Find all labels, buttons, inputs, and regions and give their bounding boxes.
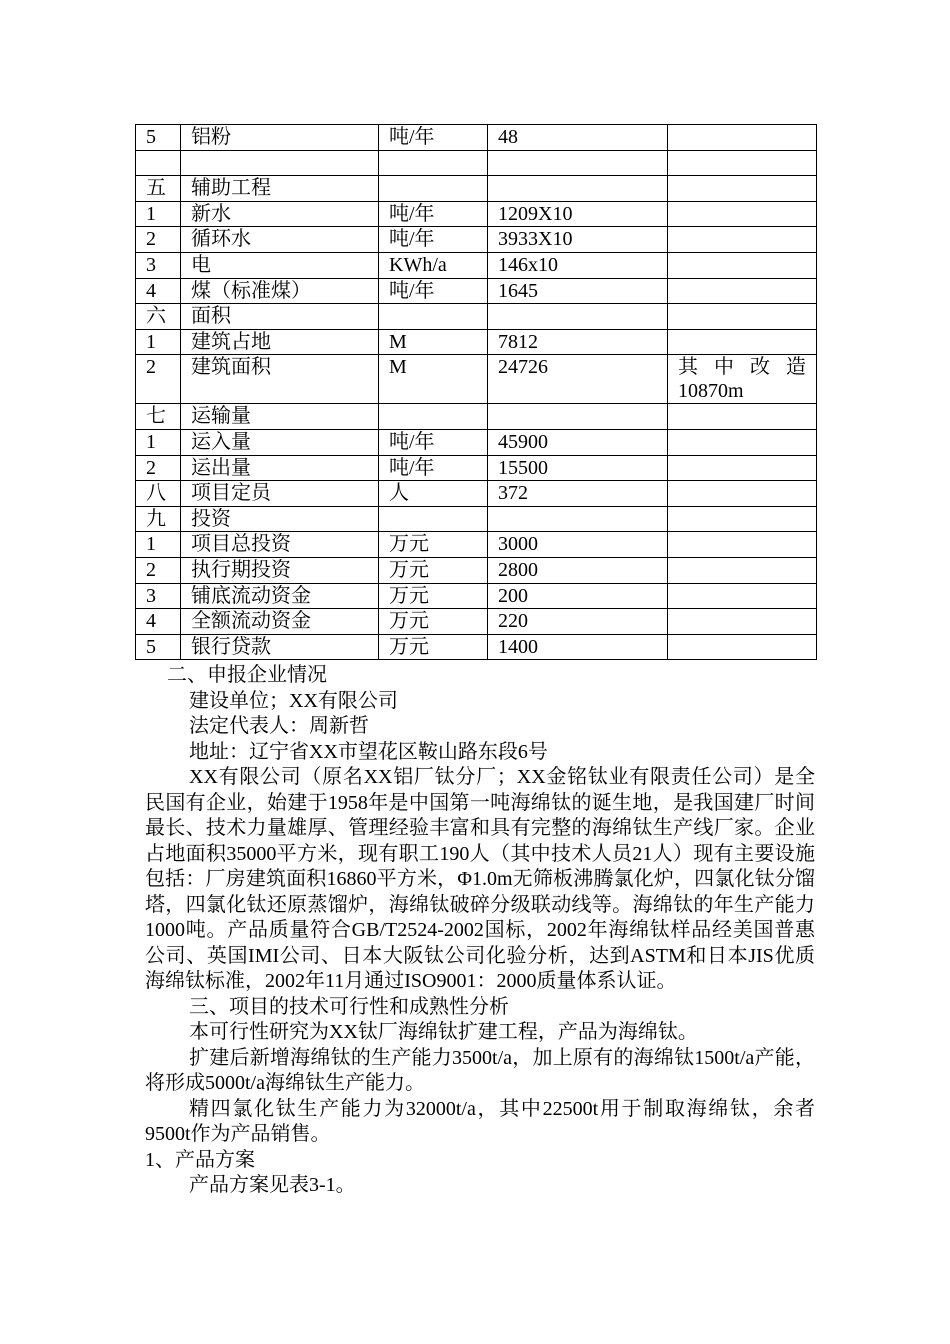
row-index-cell: 1 bbox=[136, 329, 181, 355]
note-cell bbox=[668, 201, 817, 227]
table-row bbox=[136, 125, 817, 151]
value-cell: 7812 bbox=[488, 329, 668, 355]
value-cell bbox=[488, 404, 668, 430]
table-row bbox=[136, 278, 817, 304]
row-index-cell: 六 bbox=[136, 304, 181, 330]
table-row bbox=[136, 355, 817, 404]
table-row bbox=[136, 429, 817, 455]
unit-cell: 吨/年 bbox=[379, 227, 488, 253]
row-index-cell: 5 bbox=[136, 634, 181, 660]
note-cell bbox=[668, 506, 817, 532]
value-cell: 146x10 bbox=[488, 252, 668, 278]
row-index-cell: 1 bbox=[136, 429, 181, 455]
value-cell: 48 bbox=[488, 125, 668, 151]
note-cell bbox=[668, 227, 817, 253]
note-cell bbox=[668, 329, 817, 355]
row-index-cell: 五 bbox=[136, 176, 181, 202]
note-cell bbox=[668, 429, 817, 455]
note-cell bbox=[668, 176, 817, 202]
value-cell: 220 bbox=[488, 609, 668, 635]
unit-cell: 万元 bbox=[379, 532, 488, 558]
table-row bbox=[136, 404, 817, 430]
unit-cell: 吨/年 bbox=[379, 455, 488, 481]
section-2-heading: 二、申报企业情况 bbox=[167, 664, 327, 686]
ticl4-paragraph: 精四氯化钛生产能力为32000t/a，其中22500t用于制取海绵钛，余者9500t作为产品销售。 bbox=[145, 1097, 815, 1145]
row-index-cell: 3 bbox=[136, 252, 181, 278]
row-index-cell: 九 bbox=[136, 506, 181, 532]
legal-representative: 法定代表人：周新哲 bbox=[189, 715, 369, 737]
item-name-cell: 新水 bbox=[181, 201, 379, 227]
note-cell bbox=[668, 252, 817, 278]
unit-cell: M bbox=[379, 329, 488, 355]
value-cell: 2800 bbox=[488, 557, 668, 583]
value-cell: 3933X10 bbox=[488, 227, 668, 253]
note-cell bbox=[668, 557, 817, 583]
table-row bbox=[136, 252, 817, 278]
item-name-cell: 电 bbox=[181, 252, 379, 278]
product-plan-text: 产品方案见表3-1。 bbox=[189, 1174, 356, 1196]
table-row bbox=[136, 304, 817, 330]
note-cell bbox=[668, 125, 817, 151]
unit-cell: 吨/年 bbox=[379, 201, 488, 227]
section-3-heading: 三、项目的技术可行性和成熟性分析 bbox=[189, 995, 509, 1018]
row-index-cell: 5 bbox=[136, 125, 181, 151]
value-cell: 1645 bbox=[488, 278, 668, 304]
note-cell bbox=[668, 355, 817, 404]
unit-cell bbox=[379, 176, 488, 202]
note-cell bbox=[668, 481, 817, 507]
unit-cell: 万元 bbox=[379, 557, 488, 583]
item-name-cell: 煤（标准煤） bbox=[181, 278, 379, 304]
item-name-cell: 全额流动资金 bbox=[181, 609, 379, 635]
value-cell: 3000 bbox=[488, 532, 668, 558]
table-row bbox=[136, 455, 817, 481]
item-name-cell: 银行贷款 bbox=[181, 634, 379, 660]
product-plan-heading: 1、产品方案 bbox=[145, 1148, 255, 1171]
unit-cell bbox=[379, 150, 488, 176]
company-address: 地址：辽宁省XX市望花区鞍山路东段6号 bbox=[189, 740, 548, 763]
table-row bbox=[136, 506, 817, 532]
value-cell bbox=[488, 506, 668, 532]
item-name-cell: 建筑占地 bbox=[181, 329, 379, 355]
project-data-table bbox=[135, 124, 817, 660]
item-name-cell: 建筑面积 bbox=[181, 355, 379, 404]
note-cell bbox=[668, 532, 817, 558]
row-index-cell: 2 bbox=[136, 455, 181, 481]
value-cell bbox=[488, 304, 668, 330]
table-body bbox=[136, 125, 817, 660]
item-name-cell bbox=[181, 150, 379, 176]
value-cell: 1400 bbox=[488, 634, 668, 660]
note-cell bbox=[668, 609, 817, 635]
note-cell bbox=[668, 583, 817, 609]
table-row bbox=[136, 329, 817, 355]
item-name-cell: 运输量 bbox=[181, 404, 379, 430]
table-row bbox=[136, 201, 817, 227]
table-row bbox=[136, 557, 817, 583]
unit-cell: 吨/年 bbox=[379, 429, 488, 455]
table-row bbox=[136, 609, 817, 635]
unit-cell: 人 bbox=[379, 481, 488, 507]
table-row bbox=[136, 532, 817, 558]
value-cell: 24726 bbox=[488, 355, 668, 404]
unit-cell: 万元 bbox=[379, 583, 488, 609]
construction-unit: 建设单位；XX有限公司 bbox=[189, 689, 398, 712]
value-cell: 45900 bbox=[488, 429, 668, 455]
row-index-cell: 2 bbox=[136, 355, 181, 404]
value-cell: 200 bbox=[488, 583, 668, 609]
note-cell bbox=[668, 404, 817, 430]
unit-cell: KWh/a bbox=[379, 252, 488, 278]
value-cell: 372 bbox=[488, 481, 668, 507]
item-name-cell: 铺底流动资金 bbox=[181, 583, 379, 609]
table-row bbox=[136, 634, 817, 660]
unit-cell bbox=[379, 404, 488, 430]
note-cell bbox=[668, 455, 817, 481]
row-index-cell: 1 bbox=[136, 201, 181, 227]
note-cell bbox=[668, 634, 817, 660]
unit-cell: 吨/年 bbox=[379, 125, 488, 151]
expansion-paragraph: 扩建后新增海绵钛的生产能力3500t/a，加上原有的海绵钛1500t/a产能，将形成5000t/a海绵钛生产能力。 bbox=[145, 1046, 815, 1094]
unit-cell: M bbox=[379, 355, 488, 404]
row-index-cell: 2 bbox=[136, 227, 181, 253]
row-index-cell: 1 bbox=[136, 532, 181, 558]
table-row bbox=[136, 227, 817, 253]
item-name-cell: 运入量 bbox=[181, 429, 379, 455]
unit-cell: 吨/年 bbox=[379, 278, 488, 304]
row-index-cell: 3 bbox=[136, 583, 181, 609]
feasibility-paragraph: 本可行性研究为XX钛厂海绵钛扩建工程，产品为海绵钛。 bbox=[189, 1021, 698, 1043]
note-cell bbox=[668, 304, 817, 330]
table-row bbox=[136, 150, 817, 176]
item-name-cell: 铝粉 bbox=[181, 125, 379, 151]
item-name-cell: 循环水 bbox=[181, 227, 379, 253]
company-description: XX有限公司（原名XX铝厂钛分厂；XX金铭钛业有限责任公司）是全民国有企业，始建于1958年是中国第一吨海绵钛的诞生地，是我国建厂时间最长、技术力量雄厚、管理经验丰富和具有完整的海绵钛生产线厂家。企业占地面积35000平方米，现有职工190人（其中技术人员21人）现有主要设施包括：厂房建筑面积16860平方米，Φ1.0m无筛板沸腾氯化炉，四氯化钛分馏塔，四氯化钛还原蒸馏炉，海绵钛破碎分级联动线等。海绵钛的年生产能力1000吨。产品质量符合GB/T2524-2002国标，2002年海绵钛样品经美国普惠公司、英国IMI公司、日本大阪钛公司化验分析，达到ASTM和日本JIS优质海绵钛标准，2002年11月通过ISO9001：2000质量体系认证。 bbox=[145, 766, 815, 992]
table-row bbox=[136, 583, 817, 609]
row-index-cell bbox=[136, 150, 181, 176]
value-cell: 15500 bbox=[488, 455, 668, 481]
item-name-cell: 投资 bbox=[181, 506, 379, 532]
item-name-cell: 辅助工程 bbox=[181, 176, 379, 202]
body-text bbox=[145, 663, 815, 1199]
unit-cell: 万元 bbox=[379, 609, 488, 635]
note-cell bbox=[668, 278, 817, 304]
table-row bbox=[136, 481, 817, 507]
table-row bbox=[136, 176, 817, 202]
row-index-cell: 4 bbox=[136, 609, 181, 635]
item-name-cell: 执行期投资 bbox=[181, 557, 379, 583]
note-line-2: 10870m bbox=[678, 380, 744, 403]
value-cell bbox=[488, 176, 668, 202]
note-cell bbox=[668, 150, 817, 176]
note-line-1: 其 中 改 造 bbox=[678, 356, 806, 379]
unit-cell bbox=[379, 304, 488, 330]
item-name-cell: 运出量 bbox=[181, 455, 379, 481]
item-name-cell: 项目定员 bbox=[181, 481, 379, 507]
value-cell: 1209X10 bbox=[488, 201, 668, 227]
unit-cell bbox=[379, 506, 488, 532]
row-index-cell: 八 bbox=[136, 481, 181, 507]
item-name-cell: 面积 bbox=[181, 304, 379, 330]
item-name-cell: 项目总投资 bbox=[181, 532, 379, 558]
row-index-cell: 七 bbox=[136, 404, 181, 430]
row-index-cell: 4 bbox=[136, 278, 181, 304]
value-cell bbox=[488, 150, 668, 176]
unit-cell: 万元 bbox=[379, 634, 488, 660]
row-index-cell: 2 bbox=[136, 557, 181, 583]
